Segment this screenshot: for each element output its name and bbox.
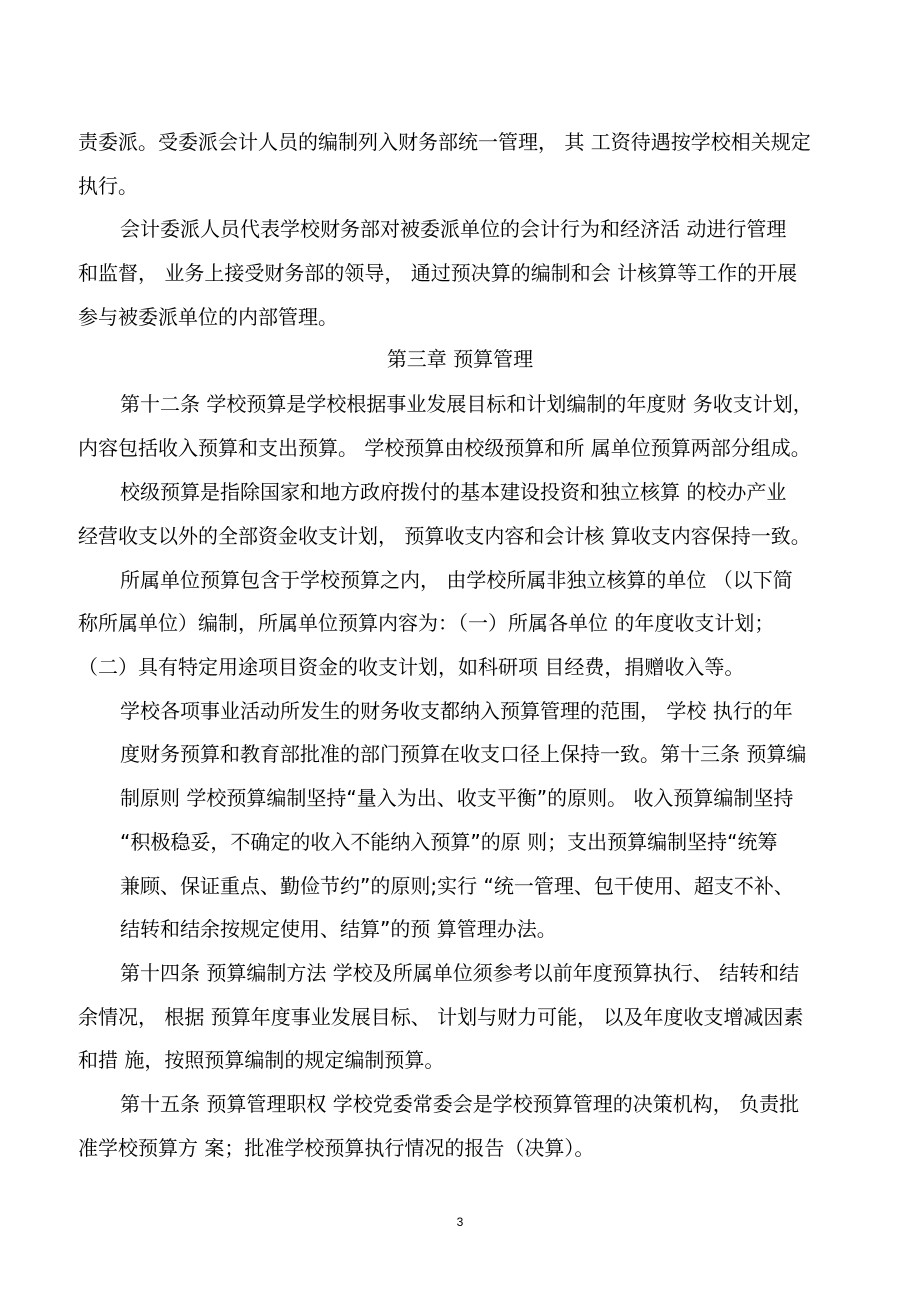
text-line: 第十四条 预算编制方法 学校及所属单位须参考以前年度预算执行、 结转和结 — [120, 961, 800, 985]
text-line: 余情况， 根据 预算年度事业发展目标、 计划与财力可能， 以及年度收支增减因素 — [78, 1005, 804, 1029]
text-line: 执行。 — [78, 174, 138, 198]
text-line: 校级预算是指除国家和地方政府拨付的基本建设投资和独立核算 的校办产业 — [120, 480, 787, 504]
text-line: 第十五条 预算管理职权 学校党委常委会是学校预算管理的决策机构， 负责批 — [120, 1092, 800, 1116]
text-line: “积极稳妥，不确定的收入不能纳入预算”的原 则；支出预算编制坚持“统筹 — [120, 830, 778, 854]
text-line: 责委派。受委派会计人员的编制列入财务部统一管理， 其 工资待遇按学校相关规定 — [78, 130, 811, 154]
text-line: 和监督， 业务上接受财务部的领导， 通过预决算的编制和会 计核算等工作的开展 — [78, 261, 798, 285]
text-line: 准学校预算方 案；批准学校预算执行情况的报告（决算）。 — [78, 1136, 595, 1160]
chapter-title: 第三章 预算管理 — [386, 347, 534, 371]
text-line: 学校各项事业活动所发生的财务收支都纳入预算管理的范围， 学校 执行的年 — [120, 699, 793, 723]
text-line: 所属单位预算包含于学校预算之内， 由学校所属非独立核算的单位 （以下简 — [120, 568, 793, 592]
text-line: 度财务预算和教育部批准的部门预算在收支口径上保持一致。第十三条 预算编 — [120, 742, 807, 766]
text-line: （二）具有特定用途项目资金的收支计划，如科研项 目经费，捐赠收入等。 — [78, 655, 745, 679]
text-line: 兼顾、保证重点、勤俭节约”的原则;实行 “统一管理、包干使用、超支不补、 — [120, 874, 794, 898]
text-line: 会计委派人员代表学校财务部对被委派单位的会计行为和经济活 动进行管理 — [120, 217, 787, 241]
text-line: 制原则 学校预算编制坚持“量入为出、收支平衡”的原则。 收入预算编制坚持 — [120, 786, 794, 810]
text-line: 第十二条 学校预算是学校根据事业发展目标和计划编制的年度财 务收支计划， — [120, 392, 813, 416]
text-line: 结转和结余按规定使用、结算”的预 算管理办法。 — [120, 917, 557, 941]
text-line: 参与被委派单位的内部管理。 — [78, 305, 338, 329]
text-line: 称所属单位）编制，所属单位预算内容为：（一）所属各单位 的年度收支计划； — [78, 611, 775, 635]
text-line: 内容包括收入预算和支出预算。 学校预算由校级预算和所 属单位预算两部分组成。 — [78, 436, 811, 460]
text-line: 和措 施，按照预算编制的规定编制预算。 — [78, 1048, 445, 1072]
page-number: 3 — [456, 1215, 464, 1229]
text-line: 经营收支以外的全部资金收支计划， 预算收支内容和会计核 算收支内容保持一致。 — [78, 524, 811, 548]
